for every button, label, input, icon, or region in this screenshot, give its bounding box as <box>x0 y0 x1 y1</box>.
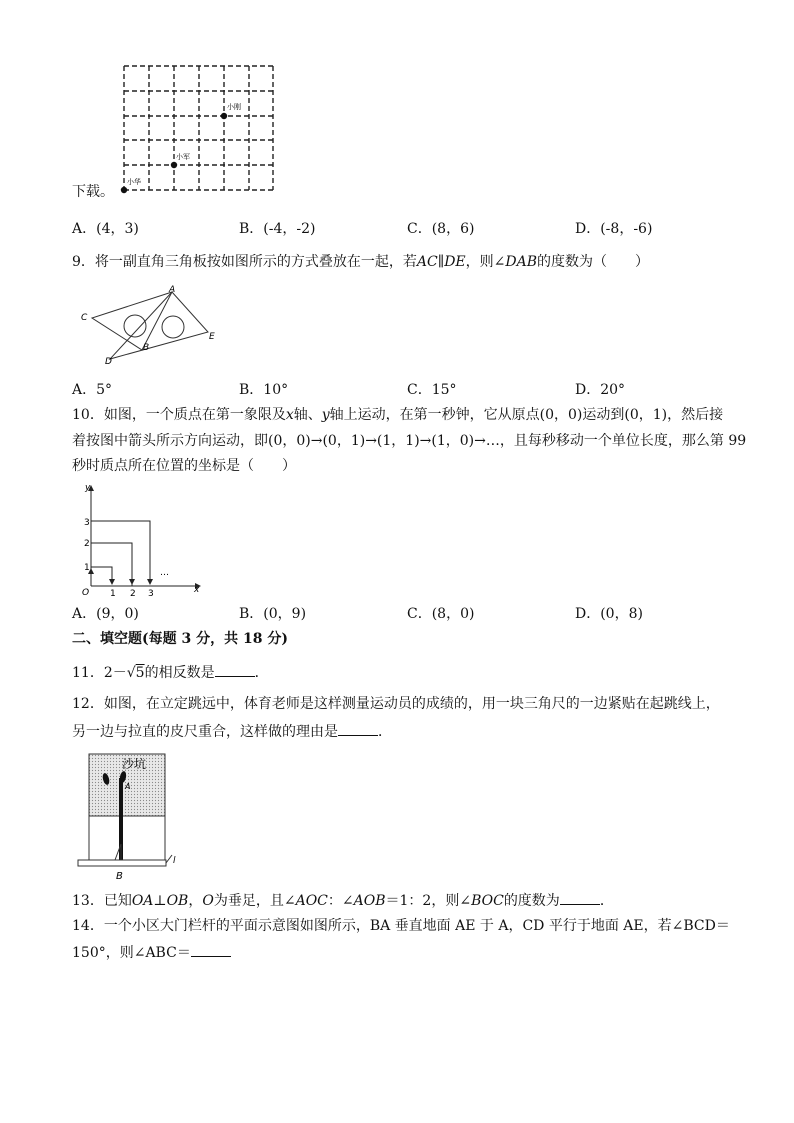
q8-option-c[interactable]: C．(8，6) <box>407 221 475 237</box>
q12-line1: 12．如图，在立定跳远中，体育老师是这样测量运动员的成绩的，用一块三角尺的一边紧贴在起跳线上， <box>72 696 720 712</box>
svg-text:3: 3 <box>84 518 90 528</box>
svg-text:1: 1 <box>84 563 90 573</box>
svg-text:E: E <box>209 332 215 342</box>
section-title: 二、填空题(每题 3 分，共 18 分) <box>72 631 288 647</box>
path-figure <box>76 480 206 600</box>
grid-figure <box>118 62 278 194</box>
q14-answer-blank[interactable] <box>191 942 231 957</box>
svg-text:B: B <box>143 343 150 353</box>
q9-option-c[interactable]: C．15° <box>407 382 457 398</box>
sqrt-symbol: √ <box>126 665 136 681</box>
q9-option-b[interactable]: B．10° <box>239 382 289 398</box>
q8-figure-tail: 下载。 <box>72 184 114 200</box>
point-gang <box>221 113 227 119</box>
triangles-figure <box>76 284 226 368</box>
svg-text:B: B <box>116 871 123 882</box>
q11-stem: 11．2－√5的相反数是 ． <box>72 662 269 683</box>
q9-option-d[interactable]: D．20° <box>575 382 626 398</box>
q10-line1: 10．如图，一个质点在第一象限及x轴、y轴上运动，在第一秒钟，它从原点(0，0)运动到(0，1)，然后接 <box>72 407 724 423</box>
q12-answer-blank[interactable] <box>338 721 378 736</box>
q8-option-d[interactable]: D．(-8，-6) <box>575 221 653 237</box>
q13-stem: 13．已知OA⊥OB，O为垂足，且∠AOC：∠AOB＝1：2，则∠BOC的度数为 ． <box>72 890 614 911</box>
q10-line3: 秒时质点所在位置的坐标是（ ） <box>72 458 296 474</box>
point-jun <box>171 162 177 168</box>
svg-text:A: A <box>125 782 131 791</box>
svg-text:2: 2 <box>84 539 90 549</box>
q8-option-a[interactable]: A．(4，3) <box>72 221 139 237</box>
svg-text:…: … <box>160 568 169 578</box>
q9-option-a[interactable]: A．5° <box>72 382 113 398</box>
q11-answer-blank[interactable] <box>215 662 255 677</box>
point-hua <box>121 187 127 193</box>
svg-text:y: y <box>85 483 91 493</box>
q13-answer-blank[interactable] <box>560 890 600 905</box>
svg-text:l: l <box>173 856 176 866</box>
svg-text:D: D <box>105 357 112 367</box>
label-gang: 小刚 <box>227 103 241 111</box>
q10-option-b[interactable]: B．(0，9) <box>239 606 307 622</box>
q14-line1: 14．一个小区大门栏杆的平面示意图如图所示，BA 垂直地面 AE 于 A，CD 平行于地面 AE，若∠BCD＝ <box>72 918 730 934</box>
svg-text:3: 3 <box>148 589 154 599</box>
q8-option-b[interactable]: B．(-4，-2) <box>239 221 316 237</box>
label-hua: 小华 <box>127 178 141 186</box>
svg-text:沙坑: 沙坑 <box>122 757 147 771</box>
svg-text:A: A <box>169 285 176 295</box>
q10-option-a[interactable]: A．(9，0) <box>72 606 139 622</box>
q14-line2: 150°，则∠ABC＝ <box>72 942 231 963</box>
svg-text:x: x <box>194 585 200 595</box>
q12-line2: 另一边与拉直的皮尺重合，这样做的理由是 ． <box>72 721 392 742</box>
q10-option-c[interactable]: C．(8，0) <box>407 606 475 622</box>
svg-text:1: 1 <box>110 589 116 599</box>
label-jun: 小军 <box>176 153 190 161</box>
q10-option-d[interactable]: D．(0，8) <box>575 606 643 622</box>
long-jump-figure <box>76 748 182 886</box>
svg-text:C: C <box>81 313 88 323</box>
svg-text:O: O <box>82 588 90 598</box>
svg-text:2: 2 <box>130 589 136 599</box>
q9-stem: 9．将一副直角三角板按如图所示的方式叠放在一起，若AC∥DE，则∠DAB的度数为（ ） <box>72 254 649 270</box>
q10-line2: 着按图中箭头所示方向运动，即(0，0)→(0，1)→(1，1)→(1，0)→…，且每秒移动一个单位长度，那么第 99 <box>72 433 747 449</box>
